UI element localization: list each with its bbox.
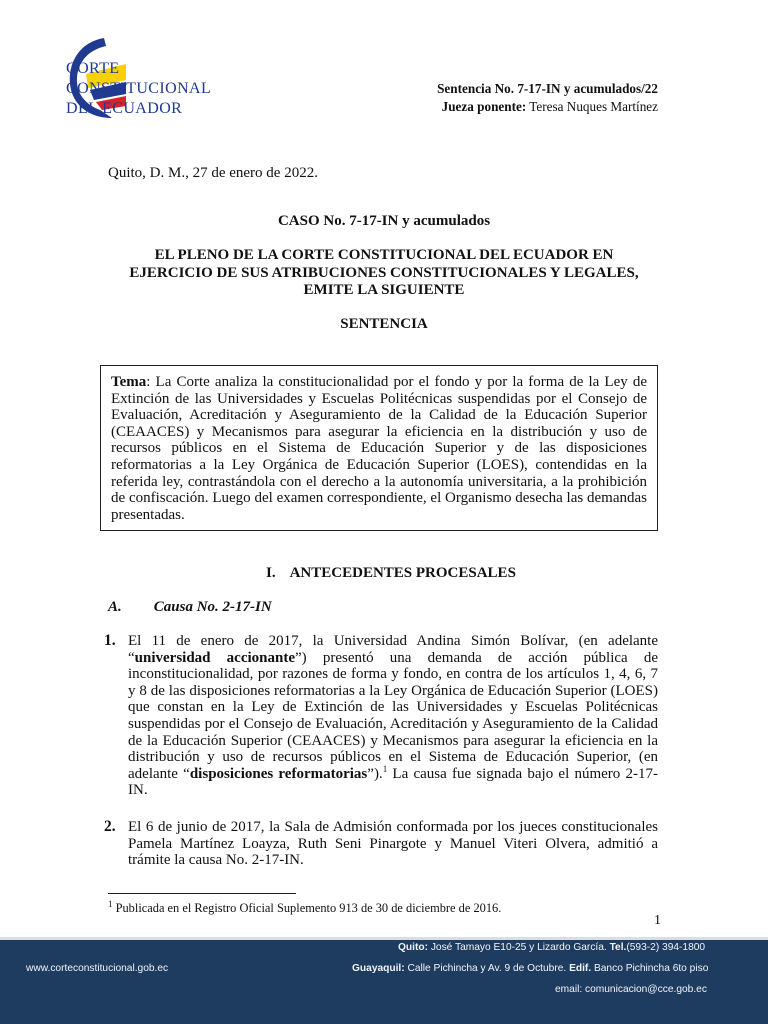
subsection-letter: A. bbox=[108, 599, 122, 615]
tema-paragraph bbox=[111, 374, 647, 523]
footer-website-link[interactable]: www.corteconstitucional.gob.ec bbox=[26, 963, 169, 974]
logo-line-constitucional: CONSTITUCIONAL bbox=[66, 80, 212, 97]
page-number: 1 bbox=[654, 913, 661, 928]
section-title: ANTECEDENTES PROCESALES bbox=[289, 565, 516, 581]
paragraph-1-text-b: ”) presentó una demanda de acción pública de inconstitucionalidad, por razones de forma y fondo, en contra de los artículos 1, 4, 6, 7 y 8 de las disposiciones reformatorias a la Ley Orgánica de Educación Superior (LOES) que constan en la Ley de Extinción de las Universidades y Escuelas Politécnicas suspendidas por el Consejo de Evaluación, Acreditación y Aseguramiento de la Calidad de la Educación Superior (CEAACES) y Mecanismos para asegurar la eficiencia en la distribución y uso de recursos públicos en el Sistema de Educación Superior, (en adelante “ bbox=[128, 649, 658, 782]
tema-text: : La Corte analiza la constitucionalidad por el fondo y por la forma de la Ley de Extinción de las Universidades y Escuelas Politécnicas suspendidas por el Consejo de Evaluación, Acreditación y Aseguramiento de la Calidad de la Educación Superior (CEAACES) y Mecanismos para asegurar la eficiencia en la distribución y uso de recursos públicos en el Sistema de Educación Superior y de las disposiciones reformatorias a la Ley Orgánica de Educación Superior (LOES), contendidas en la referida ley, contrastándola con el derecho a la autonomía universitaria, a la prohibición de confiscación. Luego del examen correspondiente, el Organismo desecha las demandas presentadas. bbox=[111, 374, 647, 523]
footer-email-link[interactable]: email: comunicacion@cce.gob.ec bbox=[555, 984, 707, 995]
footnote-ref-1[interactable]: 1 bbox=[382, 763, 388, 774]
footer-quito-address: José Tamayo E10-25 y Lizardo García. bbox=[428, 942, 610, 953]
paragraph-2-number: 2. bbox=[104, 818, 116, 835]
header-jueza-name: Teresa Nuques Martínez bbox=[526, 99, 658, 114]
pleno-line-3: EMITE LA SIGUIENTE bbox=[303, 282, 465, 298]
footer-quito-label: Quito: bbox=[398, 942, 428, 953]
footer-top-rule bbox=[0, 937, 768, 940]
pleno-line-1: EL PLENO DE LA CORTE CONSTITUCIONAL DEL ECUADOR EN bbox=[154, 247, 614, 263]
pleno-line-2: EJERCICIO DE SUS ATRIBUCIONES CONSTITUCIONALES Y LEGALES, bbox=[129, 264, 639, 281]
paragraph-1-text-a: El 11 de enero de 2017, la Universidad Andina Simón Bolívar, (en adelante “ bbox=[128, 633, 658, 666]
footer-quito-line bbox=[398, 942, 705, 953]
paragraph-1-bold-b: disposiciones reformatorias bbox=[189, 765, 368, 782]
header-jueza-ponente bbox=[442, 99, 658, 115]
paragraph-2: El 6 de junio de 2017, la Sala de Admisión conformada por los jueces constitucionales Pamela Martínez Loayza, Ruth Seni Pinargote y Manuel Viteri Olvera, admitió a trámite la causa No. 2-17-IN. bbox=[128, 819, 658, 869]
paragraph-1 bbox=[128, 633, 658, 799]
tema-box bbox=[100, 365, 658, 531]
subsection-heading bbox=[108, 599, 272, 616]
paragraph-1-text-c: ”). bbox=[367, 765, 383, 782]
pleno-heading bbox=[0, 247, 768, 300]
paragraph-1-text-d: La causa fue signada bajo el número 2-17-IN. bbox=[128, 765, 658, 799]
footer-quito-tel: (593-2) 394-1800 bbox=[626, 942, 706, 953]
subsection-title: Causa No. 2-17-IN bbox=[153, 599, 272, 615]
footer-guayaquil-edif: Banco Pichincha 6to piso bbox=[591, 963, 709, 974]
caso-title: CASO No. 7-17-IN y acumulados bbox=[277, 213, 491, 229]
page-footer bbox=[0, 937, 768, 1024]
section-number: I. bbox=[266, 565, 276, 581]
footer-guayaquil-line bbox=[352, 963, 708, 974]
logo-line-corte: CORTE bbox=[66, 60, 120, 77]
logo-line-del-ecuador: DEL ECUADOR bbox=[66, 100, 183, 117]
paragraph-1-bold-a: universidad accionante bbox=[134, 649, 296, 666]
footnote-text: Publicada en el Registro Oficial Suplemento 913 de 30 de diciembre de 2016. bbox=[112, 901, 502, 915]
header-jueza-label: Jueza ponente: bbox=[441, 99, 527, 114]
date-line: Quito, D. M., 27 de enero de 2022. bbox=[108, 165, 318, 181]
footer-guayaquil-edif-label: Edif. bbox=[569, 963, 592, 974]
footer-quito-tel-label: Tel. bbox=[609, 942, 627, 953]
footnote-1 bbox=[108, 898, 502, 916]
sentencia-heading: SENTENCIA bbox=[340, 316, 428, 332]
section-heading bbox=[266, 565, 516, 582]
header-sentencia-number: Sentencia No. 7-17-IN y acumulados/22 bbox=[437, 81, 658, 96]
footnote-divider bbox=[108, 893, 296, 894]
footer-guayaquil-address: Calle Pichincha y Av. 9 de Octubre. bbox=[404, 963, 570, 974]
paragraph-1-number: 1. bbox=[104, 632, 116, 649]
footer-guayaquil-label: Guayaquil: bbox=[352, 963, 405, 974]
footnote-marker: 1 bbox=[108, 898, 113, 909]
tema-label: Tema bbox=[111, 374, 147, 390]
